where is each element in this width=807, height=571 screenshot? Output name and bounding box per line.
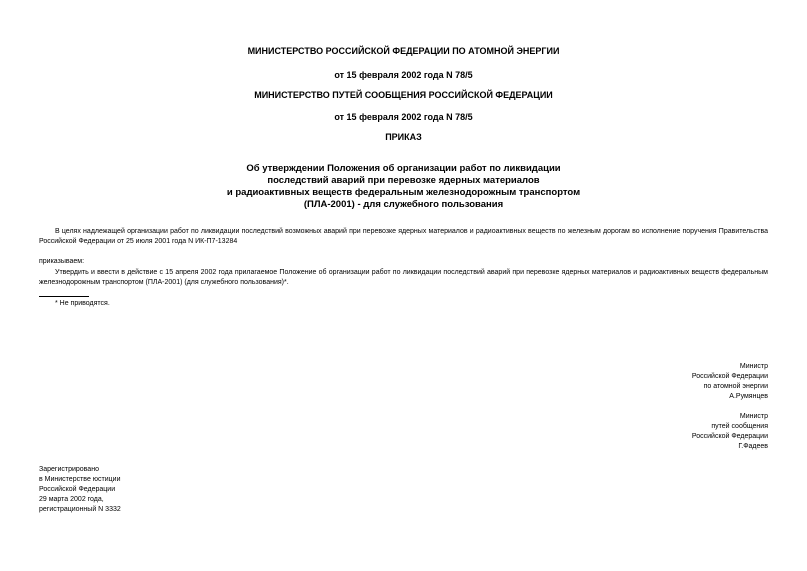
date2-line: от 15 февраля 2002 года N 78/5 xyxy=(334,112,473,122)
signature-1-line-3: по атомной энергии xyxy=(703,383,768,390)
signature-block-2 xyxy=(568,412,768,452)
signature-2-name: Г.Фадеев xyxy=(738,443,768,450)
ministry1-heading: МИНИСТЕРСТВО РОССИЙСКОЙ ФЕДЕРАЦИИ ПО АТОМНОЙ ЭНЕРГИИ xyxy=(247,46,560,56)
registration-line-2: в Министерстве юстиции xyxy=(39,476,121,483)
order-word: приказываем: xyxy=(39,258,85,265)
document-title xyxy=(180,163,627,211)
title-line-3: и радиоактивных веществ федеральным железнодорожным транспортом xyxy=(226,187,581,198)
registration-line-4: 29 марта 2002 года, xyxy=(39,496,104,503)
title-line-1: Об утверждении Положения об организации работ по ликвидации xyxy=(246,163,561,174)
footnote-divider xyxy=(39,296,89,297)
signature-2-line-3: Российской Федерации xyxy=(691,433,768,440)
signature-1-line-1: Министр xyxy=(739,363,768,370)
ministry2-heading: МИНИСТЕРСТВО ПУТЕЙ СООБЩЕНИЯ РОССИЙСКОЙ ФЕДЕРАЦИИ xyxy=(254,90,553,100)
order-paragraph: Утвердить и ввести в действие с 15 апреля 2002 года прилагаемое Положение об организации работ по ликвидации последствий аварий при перевозке ядерных материалов и радиоактивных веществ федеральным железнодорожным транспортом (ПЛА-2001) (для служебного пользования)*. xyxy=(39,269,768,286)
date1-line: от 15 февраля 2002 года N 78/5 xyxy=(334,70,473,80)
signature-2-line-1: Министр xyxy=(739,413,768,420)
signature-block-1 xyxy=(568,362,768,402)
registration-line-1: Зарегистрировано xyxy=(39,466,99,473)
signature-1-name: А.Румянцев xyxy=(729,393,768,400)
registration-line-5: регистрационный N 3332 xyxy=(39,506,121,513)
preamble-paragraph: В целях надлежащей организации работ по ликвидации последствий возможных аварий при перевозке ядерных материалов и радиоактивных веществ по железным дорогам во исполнение поручения Правительства Российской Федерации от 25 июля 2001 года N ИК-П7-13284 xyxy=(39,228,768,245)
title-line-4: (ПЛА-2001) - для служебного пользования xyxy=(303,199,504,210)
doc-type-heading: ПРИКАЗ xyxy=(385,132,422,142)
footnote-text: * Не приводятся. xyxy=(55,300,110,307)
signature-1-line-2: Российской Федерации xyxy=(691,373,768,380)
registration-line-3: Российской Федерации xyxy=(39,486,116,493)
title-line-2: последствий аварий при перевозке ядерных материалов xyxy=(267,175,540,186)
signature-2-line-2: путей сообщения xyxy=(711,423,768,430)
registration-block xyxy=(39,465,121,515)
